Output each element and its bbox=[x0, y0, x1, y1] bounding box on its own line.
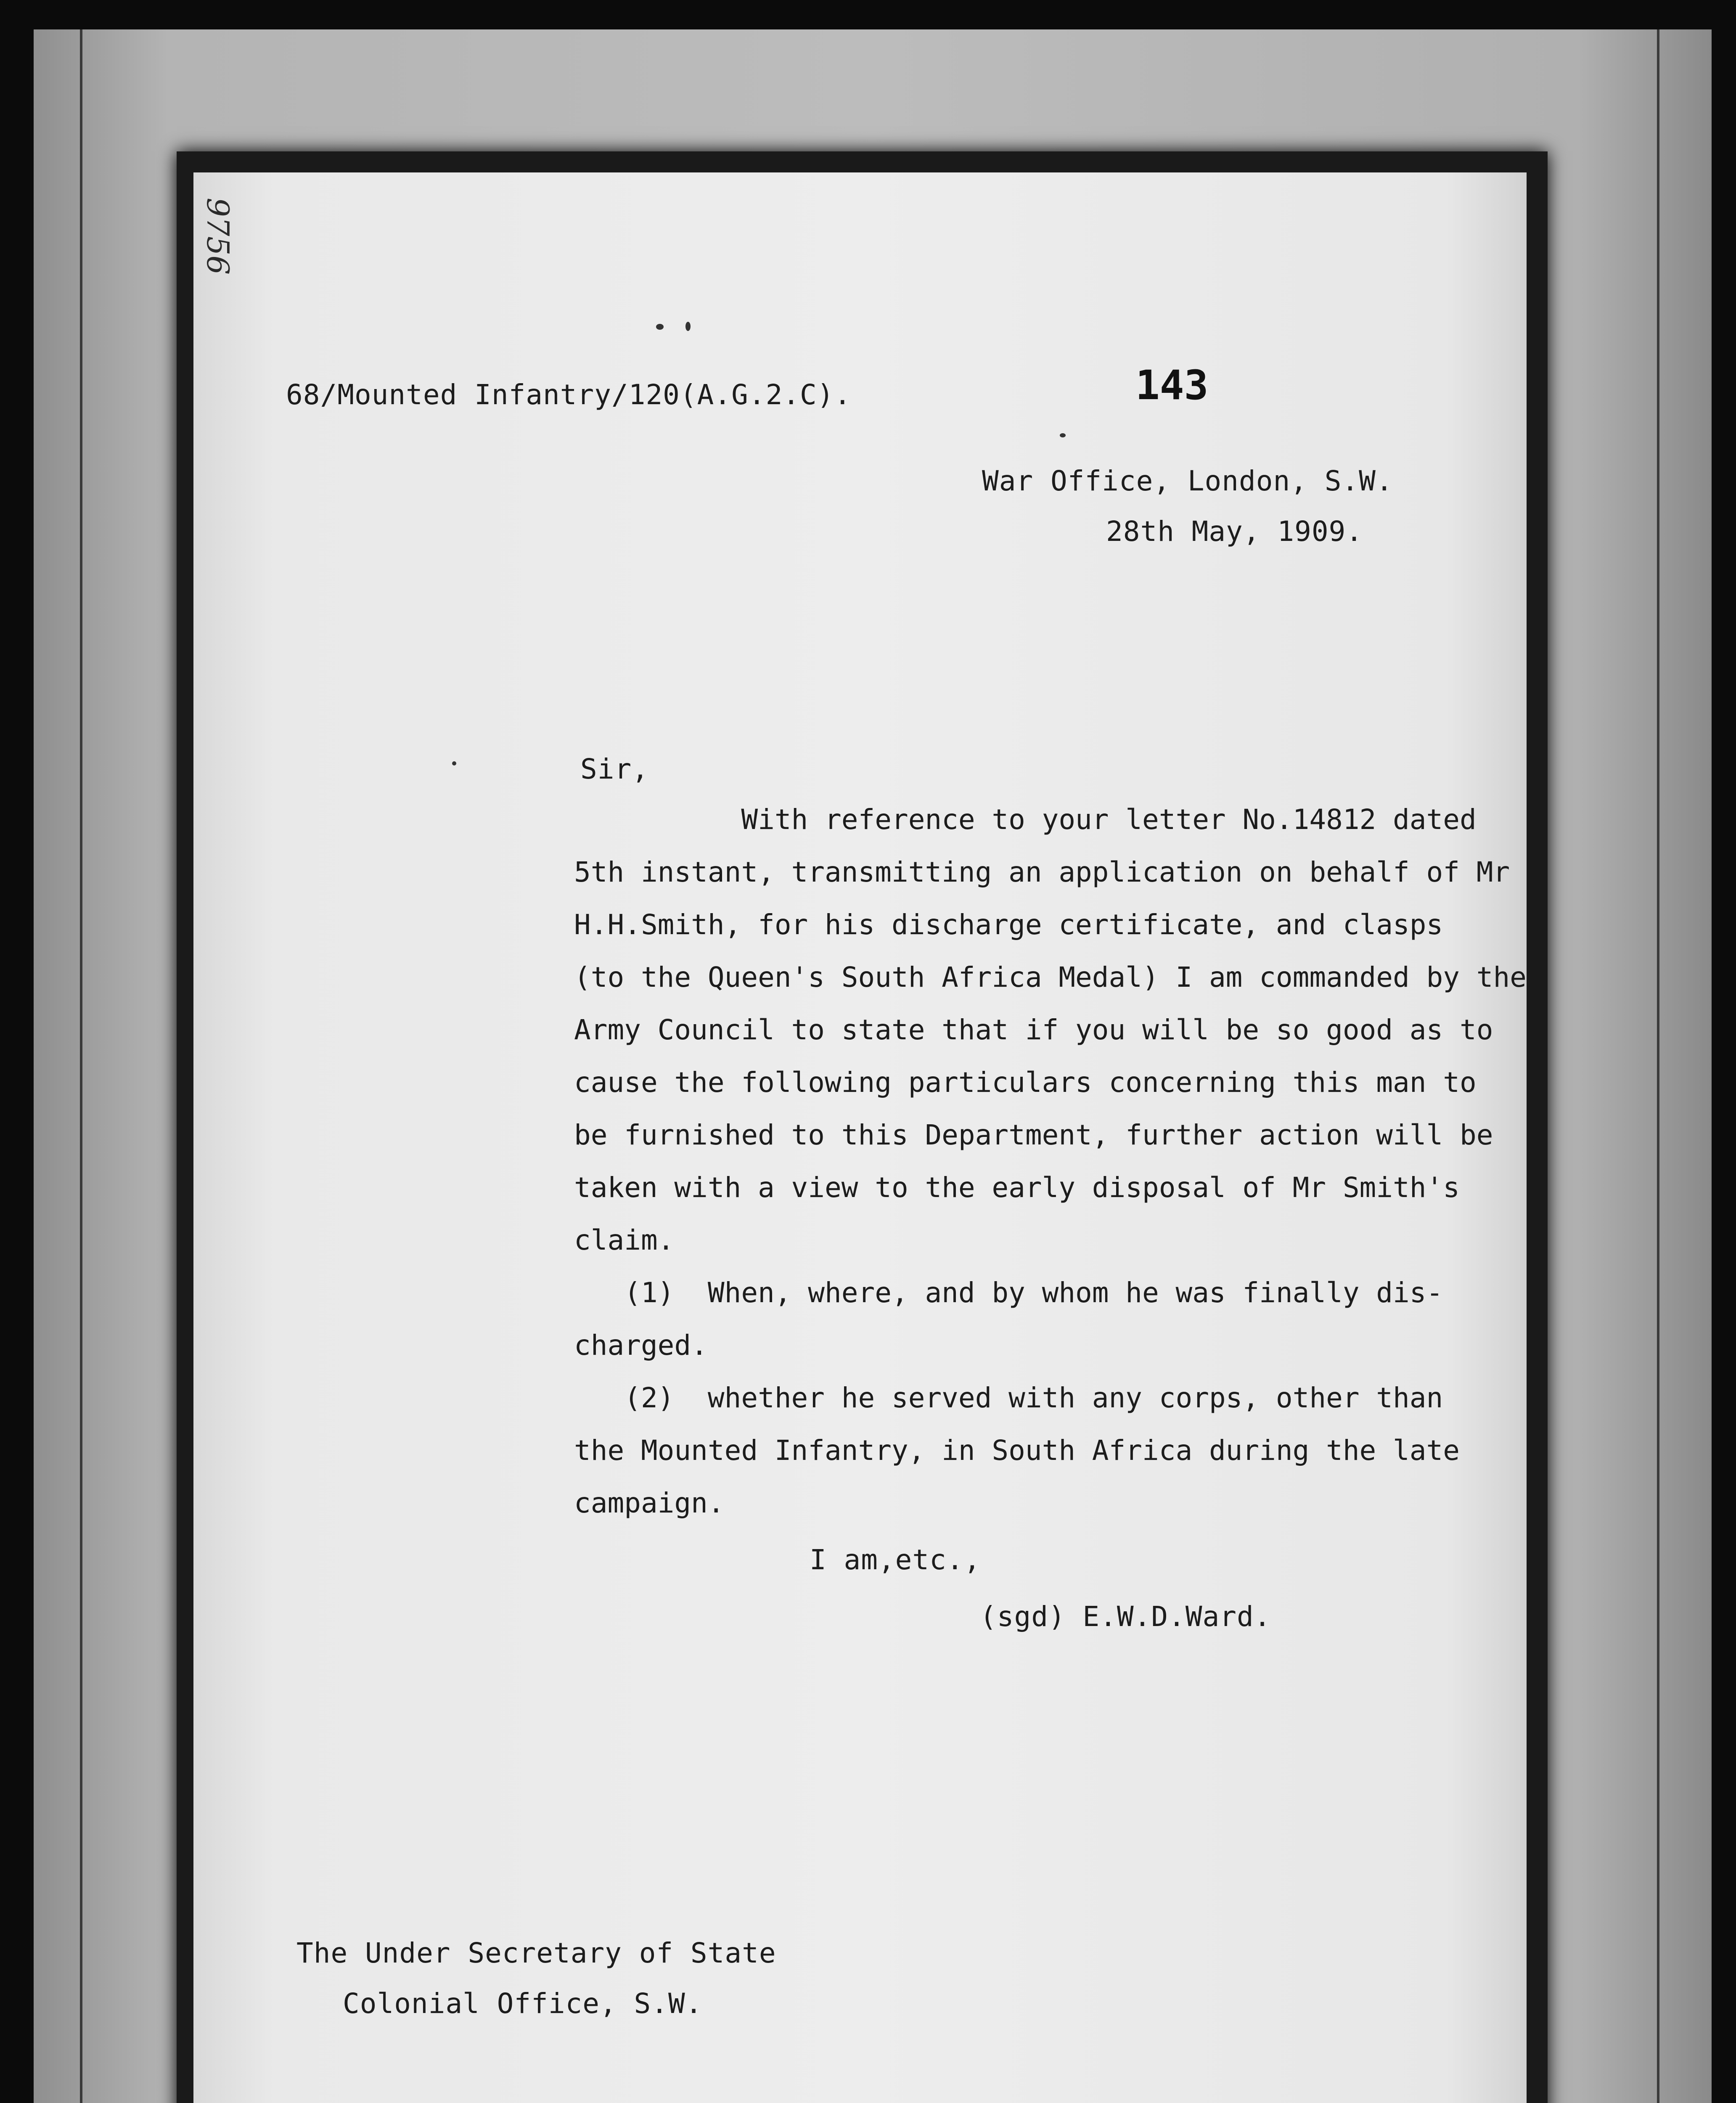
letter-body-line: (1) When, where, and by whom he was finally dis- bbox=[574, 1277, 1443, 1309]
film-speck bbox=[656, 324, 664, 330]
recipient-title: The Under Secretary of State bbox=[296, 1937, 776, 1969]
letter-body-line: be furnished to this Department, further action will be bbox=[574, 1119, 1493, 1151]
film-guide-line-right bbox=[1657, 29, 1659, 2103]
film-speck bbox=[685, 322, 691, 331]
recipient-office: Colonial Office, S.W. bbox=[343, 1987, 703, 2020]
film-guide-line-left bbox=[80, 29, 82, 2103]
file-reference: 68/Mounted Infantry/120(A.G.2.C). bbox=[286, 379, 852, 411]
letter-body-line: charged. bbox=[574, 1329, 708, 1361]
closing: I am,etc., bbox=[810, 1544, 981, 1576]
signature: (sgd) E.W.D.Ward. bbox=[980, 1600, 1271, 1633]
letter-body-line: With reference to your letter No.14812 dated bbox=[574, 803, 1477, 836]
film-speck bbox=[1060, 433, 1066, 437]
letter-body-line: (2) whether he served with any corps, other than bbox=[574, 1382, 1443, 1414]
letter-body-line: claim. bbox=[574, 1224, 675, 1256]
film-speck bbox=[452, 761, 456, 765]
letter-body-line: taken with a view to the early disposal of Mr Smith's bbox=[574, 1171, 1460, 1204]
letter-body-line: H.H.Smith, for his discharge certificate, and clasps bbox=[574, 908, 1443, 941]
letter-body-line: Army Council to state that if you will be so good as to bbox=[574, 1014, 1493, 1046]
letter-body-line: 5th instant, transmitting an application on behalf of Mr bbox=[574, 856, 1510, 888]
salutation: Sir, bbox=[580, 753, 649, 785]
sender-address: War Office, London, S.W. bbox=[982, 465, 1393, 497]
letter-body-line: cause the following particulars concerning this man to bbox=[574, 1066, 1477, 1099]
page-number: 143 bbox=[1135, 362, 1209, 409]
letter-date: 28th May, 1909. bbox=[1106, 515, 1363, 548]
letter-body-line: the Mounted Infantry, in South Africa during the late bbox=[574, 1434, 1460, 1467]
letter-body-line: campaign. bbox=[574, 1487, 725, 1519]
margin-pencil-note: 9756 bbox=[200, 198, 236, 275]
letter-body-line: (to the Queen's South Africa Medal) I am commanded by the bbox=[574, 961, 1527, 993]
